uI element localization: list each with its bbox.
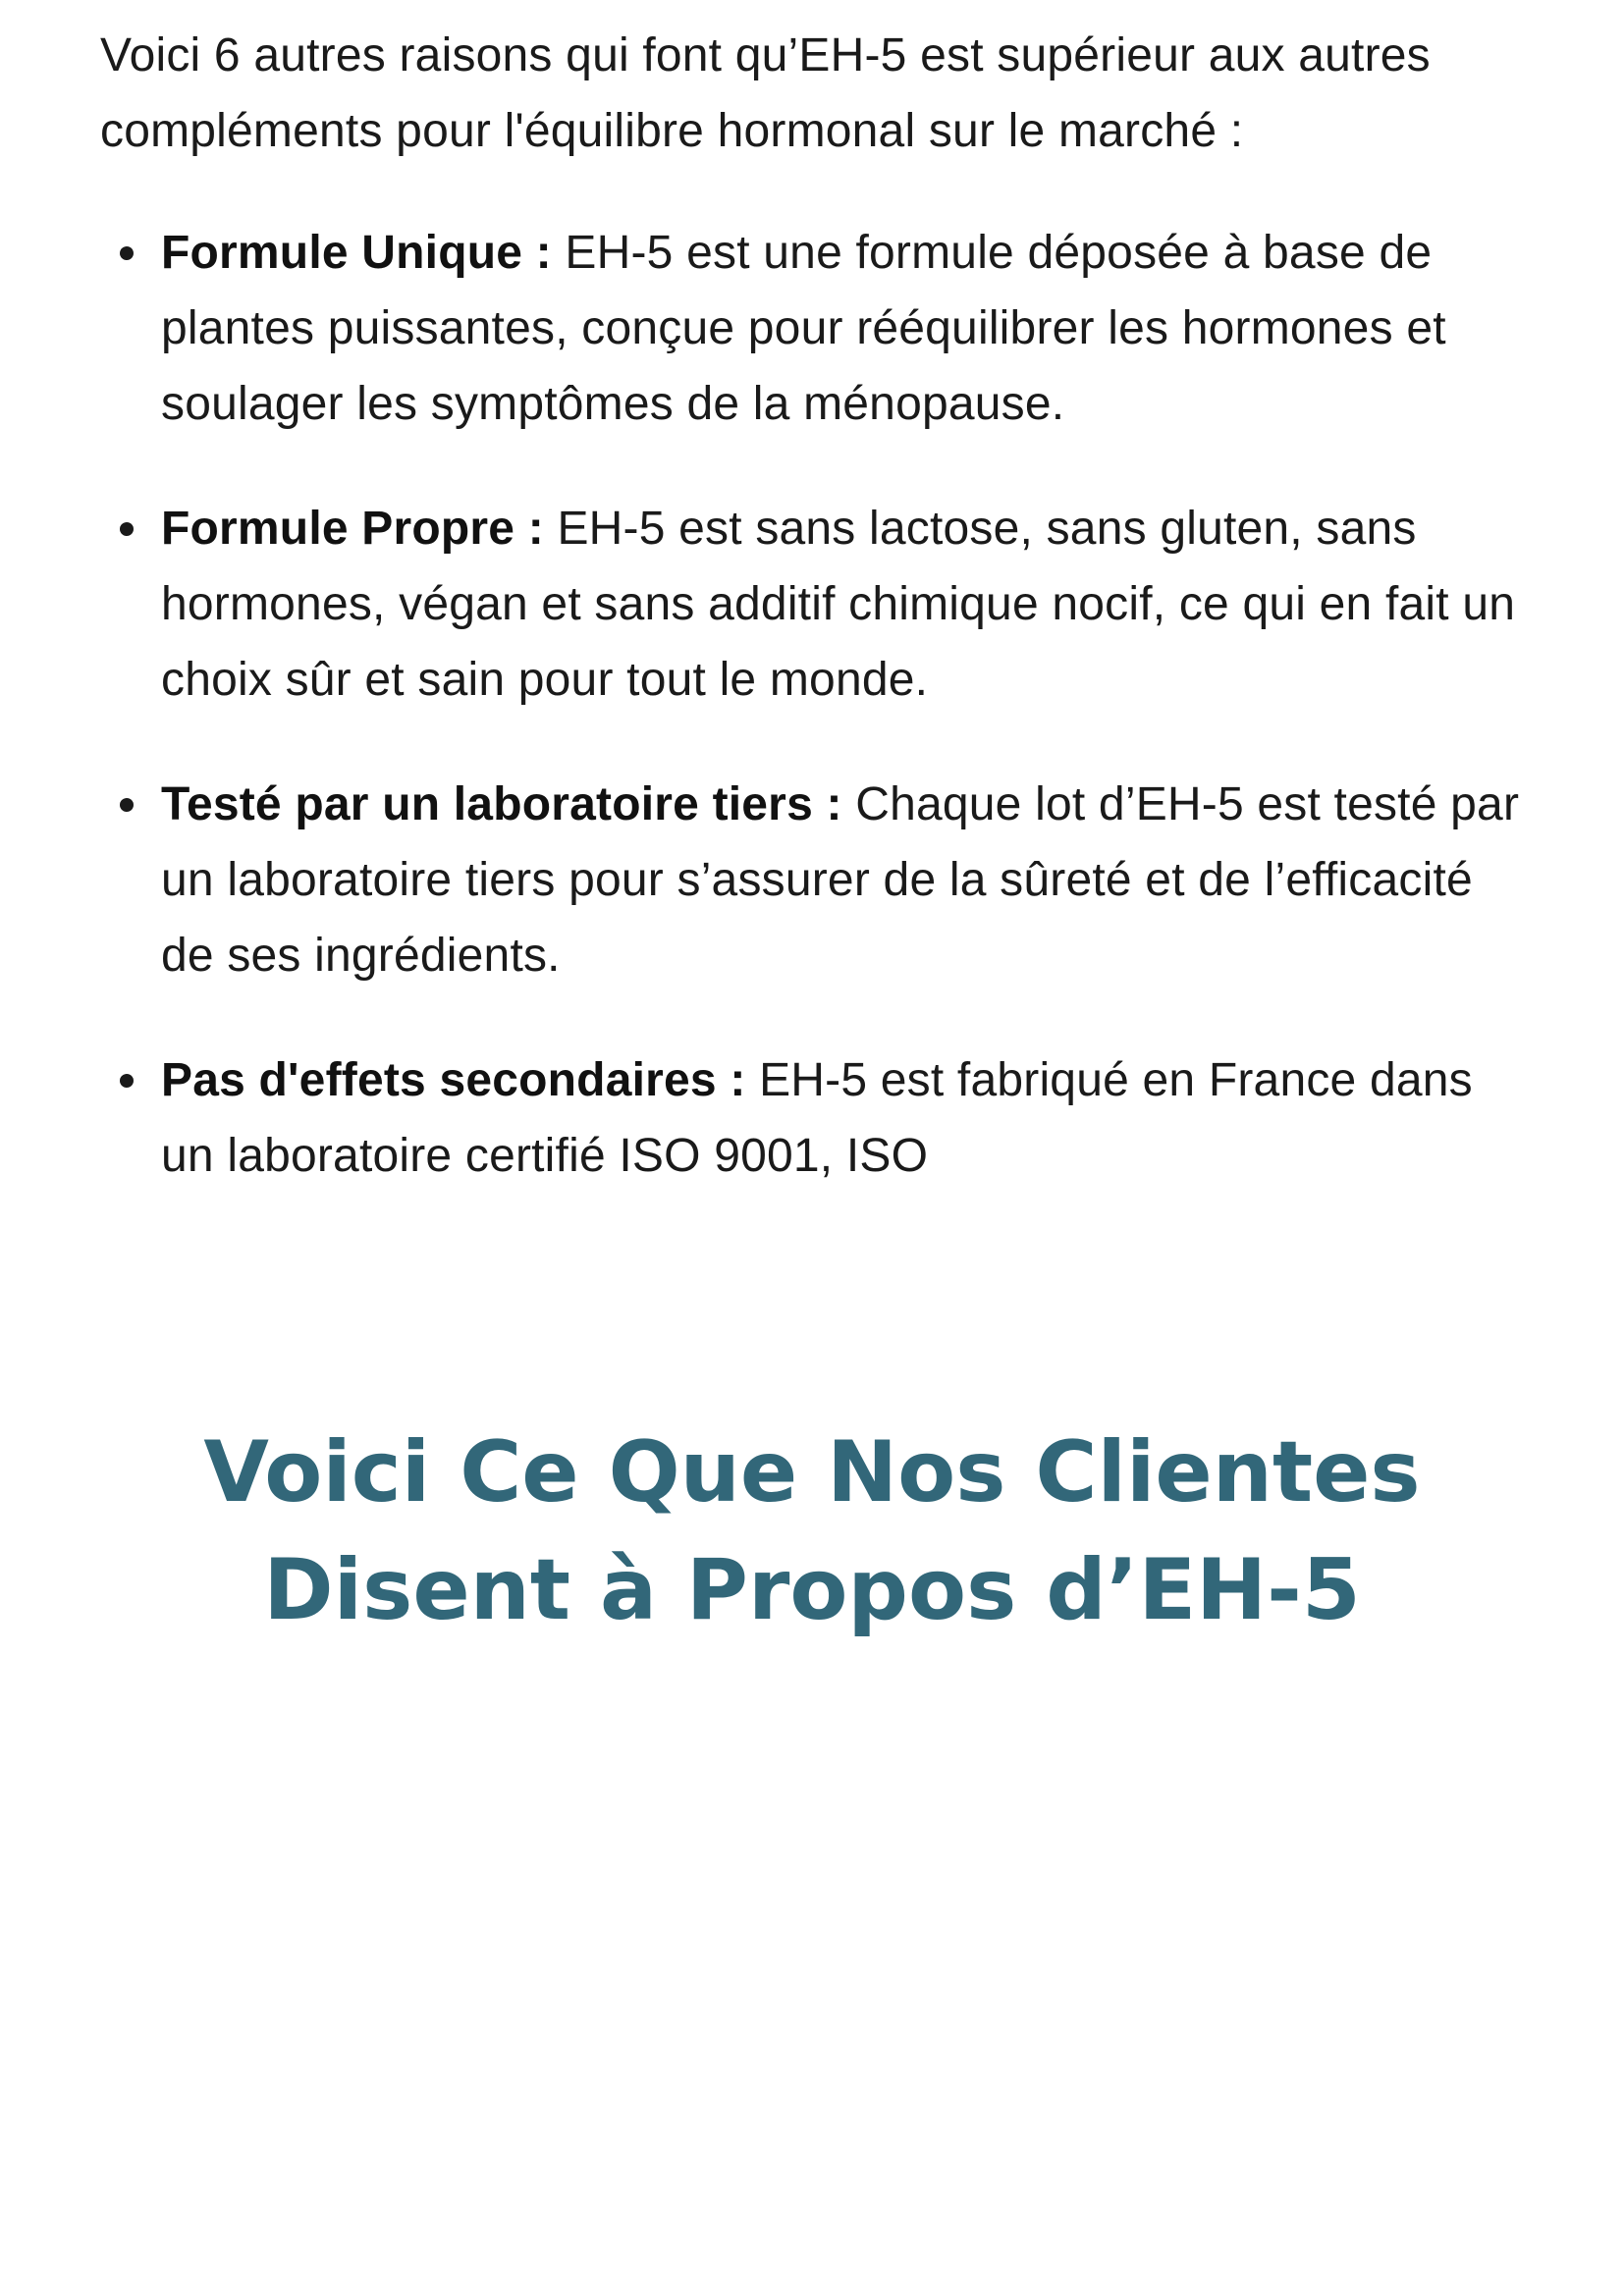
reason-title: Formule Propre :	[161, 503, 544, 555]
bullet-icon	[120, 246, 134, 260]
testimonials-heading	[0, 1414, 1624, 1649]
reasons-list	[100, 215, 1524, 1194]
list-item	[100, 215, 1524, 442]
testimonials-heading-line-2: Disent à Propos d’EH-5	[263, 1541, 1361, 1639]
reason-text: EH-5 est sans lactose, sans gluten, sans hormones, végan et sans additif chimique nocif, ce qui en fait un choix sûr et sain pour tout le monde.	[161, 503, 1516, 706]
reason-text: EH-5 est fabriqué en France dans un laboratoire certifié ISO 9001, ISO	[161, 1054, 1473, 1182]
list-item	[100, 491, 1524, 718]
bullet-icon	[120, 1074, 134, 1088]
reason-text: EH-5 est une formule déposée à base de plantes puissantes, conçue pour rééquilibrer les hormones et soulager les symptômes de la ménopause.	[161, 227, 1446, 430]
bullet-icon	[120, 798, 134, 812]
list-item	[100, 767, 1524, 993]
main-content	[100, 18, 1524, 1243]
reason-title: Pas d'effets secondaires :	[161, 1054, 746, 1106]
list-item	[100, 1042, 1524, 1194]
intro-paragraph: Voici 6 autres raisons qui font qu’EH-5 est supérieur aux autres compléments pour l'équilibre hormonal sur le marché :	[100, 29, 1431, 157]
testimonials-heading-line-1: Voici Ce Que Nos Clientes	[203, 1423, 1421, 1522]
bullet-icon	[120, 522, 134, 536]
reason-text: Chaque lot d’EH-5 est testé par un laboratoire tiers pour s’assurer de la sûreté et de l’efficacité de ses ingrédients.	[161, 778, 1520, 982]
reason-title: Testé par un laboratoire tiers :	[161, 778, 842, 830]
reason-title: Formule Unique :	[161, 227, 552, 279]
